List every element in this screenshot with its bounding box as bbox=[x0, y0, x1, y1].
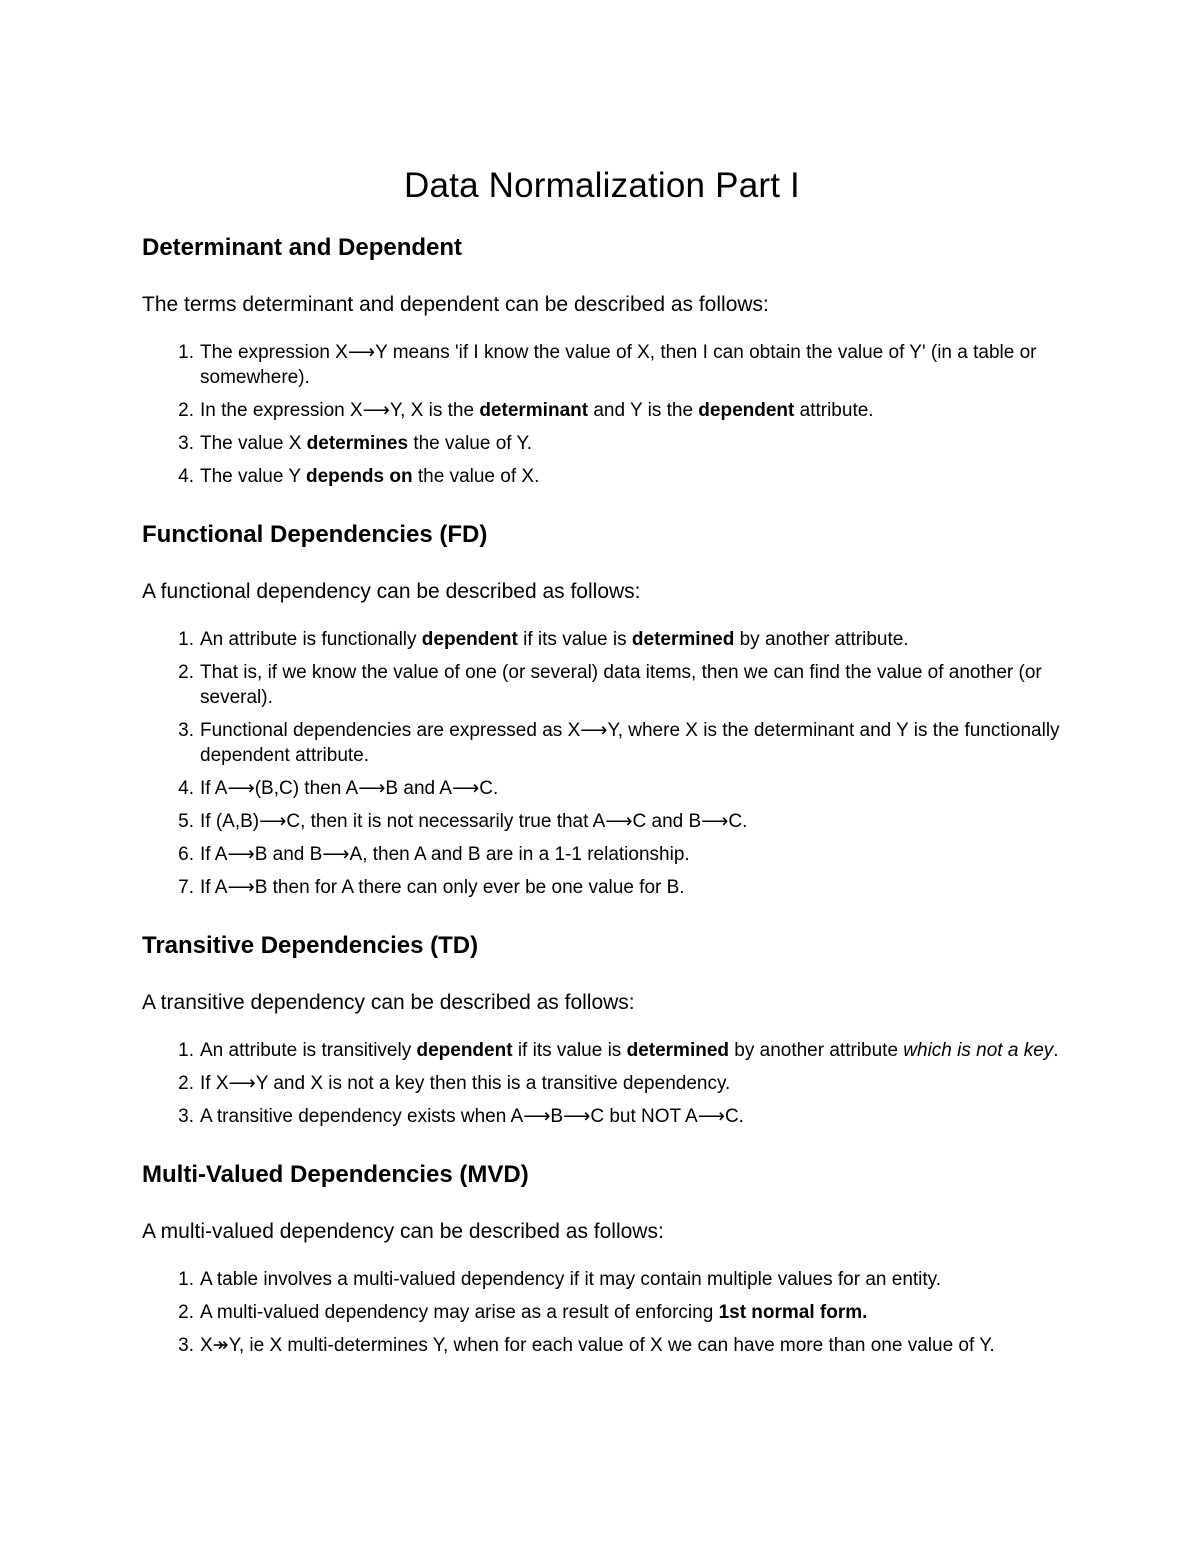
text-segment: If (A,B)⟶C, then it is not necessarily true that A⟶C and B⟶C. bbox=[200, 811, 748, 832]
text-segment: If A⟶B then for A there can only ever be one value for B. bbox=[200, 877, 685, 898]
list-item bbox=[142, 464, 1062, 489]
list-item bbox=[142, 875, 1062, 900]
section-intro: A multi-valued dependency can be described as follows: bbox=[142, 1220, 664, 1243]
text-segment: the value of X. bbox=[412, 466, 540, 487]
numbered-list bbox=[142, 1267, 1062, 1358]
list-item bbox=[142, 842, 1062, 867]
section-intro: The terms determinant and dependent can be described as follows: bbox=[142, 293, 769, 316]
text-segment: X↠Y, ie X multi-determines Y, when for each value of X we can have more than one value of Y. bbox=[200, 1335, 995, 1356]
text-segment: if its value is bbox=[517, 629, 632, 650]
list-item-number: 3. bbox=[178, 720, 194, 741]
list-item bbox=[142, 431, 1062, 456]
text-segment: determined bbox=[631, 629, 735, 650]
text-segment: dependent bbox=[698, 400, 795, 421]
text-segment: The value Y bbox=[200, 466, 306, 487]
text-segment: and Y is the bbox=[588, 400, 699, 421]
list-item-number: 5. bbox=[178, 811, 194, 832]
document-page bbox=[142, 166, 1062, 1390]
text-segment: That is, if we know the value of one (or several) data items, then we can find the value of another (or several). bbox=[200, 662, 1042, 708]
page-title: Data Normalization Part I bbox=[404, 166, 800, 205]
list-item bbox=[142, 1333, 1062, 1358]
list-item bbox=[142, 1104, 1062, 1129]
text-segment: if its value is bbox=[512, 1040, 627, 1061]
section-heading: Multi-Valued Dependencies (MVD) bbox=[142, 1161, 529, 1188]
list-item-number: 2. bbox=[178, 1302, 194, 1323]
list-item bbox=[142, 1038, 1062, 1063]
list-item-number: 4. bbox=[178, 466, 194, 487]
text-segment: determined bbox=[626, 1040, 730, 1061]
text-segment: the value of Y. bbox=[408, 433, 533, 454]
list-item-number: 2. bbox=[178, 662, 194, 683]
list-item bbox=[142, 718, 1062, 768]
text-segment: An attribute is transitively bbox=[200, 1040, 417, 1061]
numbered-list bbox=[142, 340, 1062, 489]
text-segment: An attribute is functionally bbox=[200, 629, 422, 650]
list-item-number: 3. bbox=[178, 1335, 194, 1356]
list-item bbox=[142, 1300, 1062, 1325]
list-item-number: 1. bbox=[178, 1269, 194, 1290]
list-item-number: 3. bbox=[178, 1106, 194, 1127]
text-segment: In the expression X⟶Y, X is the bbox=[200, 400, 480, 421]
list-item-number: 1. bbox=[178, 342, 194, 363]
list-item bbox=[142, 1267, 1062, 1292]
list-item-number: 3. bbox=[178, 433, 194, 454]
text-segment: depends on bbox=[305, 466, 413, 487]
text-segment: The expression X⟶Y means 'if I know the value of X, then I can obtain the value of Y' (in a table or somewhere). bbox=[200, 342, 1037, 388]
list-item-number: 6. bbox=[178, 844, 194, 865]
text-segment: . bbox=[1053, 1040, 1059, 1061]
list-item bbox=[142, 340, 1062, 390]
text-segment: If X⟶Y and X is not a key then this is a transitive dependency. bbox=[200, 1073, 731, 1094]
text-segment: determines bbox=[306, 433, 409, 454]
list-item bbox=[142, 398, 1062, 423]
section-heading: Determinant and Dependent bbox=[142, 234, 463, 261]
sections-container bbox=[142, 234, 1062, 1358]
text-segment: determinant bbox=[479, 400, 589, 421]
list-item bbox=[142, 660, 1062, 710]
list-item-number: 7. bbox=[178, 877, 194, 898]
numbered-list bbox=[142, 1038, 1062, 1129]
text-segment: If A⟶(B,C) then A⟶B and A⟶C. bbox=[200, 778, 499, 799]
text-segment: A transitive dependency exists when A⟶B⟶C but NOT A⟶C. bbox=[200, 1106, 744, 1127]
text-segment: If A⟶B and B⟶A, then A and B are in a 1-1 relationship. bbox=[200, 844, 690, 865]
list-item bbox=[142, 776, 1062, 801]
section-intro: A transitive dependency can be described as follows: bbox=[142, 991, 635, 1014]
section-heading: Functional Dependencies (FD) bbox=[142, 521, 488, 548]
text-segment: dependent bbox=[421, 629, 518, 650]
numbered-list bbox=[142, 627, 1062, 900]
list-item-number: 4. bbox=[178, 778, 194, 799]
list-item bbox=[142, 627, 1062, 652]
text-segment: attribute. bbox=[794, 400, 874, 421]
text-segment: by another attribute bbox=[729, 1040, 904, 1061]
text-segment: A table involves a multi-valued dependency if it may contain multiple values for an entity. bbox=[200, 1269, 942, 1290]
list-item-number: 2. bbox=[178, 1073, 194, 1094]
list-item-number: 1. bbox=[178, 1040, 194, 1061]
text-segment: 1st normal form. bbox=[718, 1302, 868, 1323]
list-item bbox=[142, 809, 1062, 834]
list-item-number: 1. bbox=[178, 629, 194, 650]
section-heading: Transitive Dependencies (TD) bbox=[142, 932, 479, 959]
section-intro: A functional dependency can be described as follows: bbox=[142, 580, 641, 603]
text-segment: dependent bbox=[416, 1040, 513, 1061]
text-segment: The value X bbox=[200, 433, 307, 454]
text-segment: A multi-valued dependency may arise as a result of enforcing bbox=[200, 1302, 719, 1323]
text-segment: by another attribute. bbox=[734, 629, 909, 650]
text-segment: Functional dependencies are expressed as X⟶Y, where X is the determinant and Y is the functionally dependent attribute. bbox=[200, 720, 1060, 766]
list-item bbox=[142, 1071, 1062, 1096]
list-item-number: 2. bbox=[178, 400, 194, 421]
text-segment: which is not a key bbox=[903, 1040, 1054, 1061]
